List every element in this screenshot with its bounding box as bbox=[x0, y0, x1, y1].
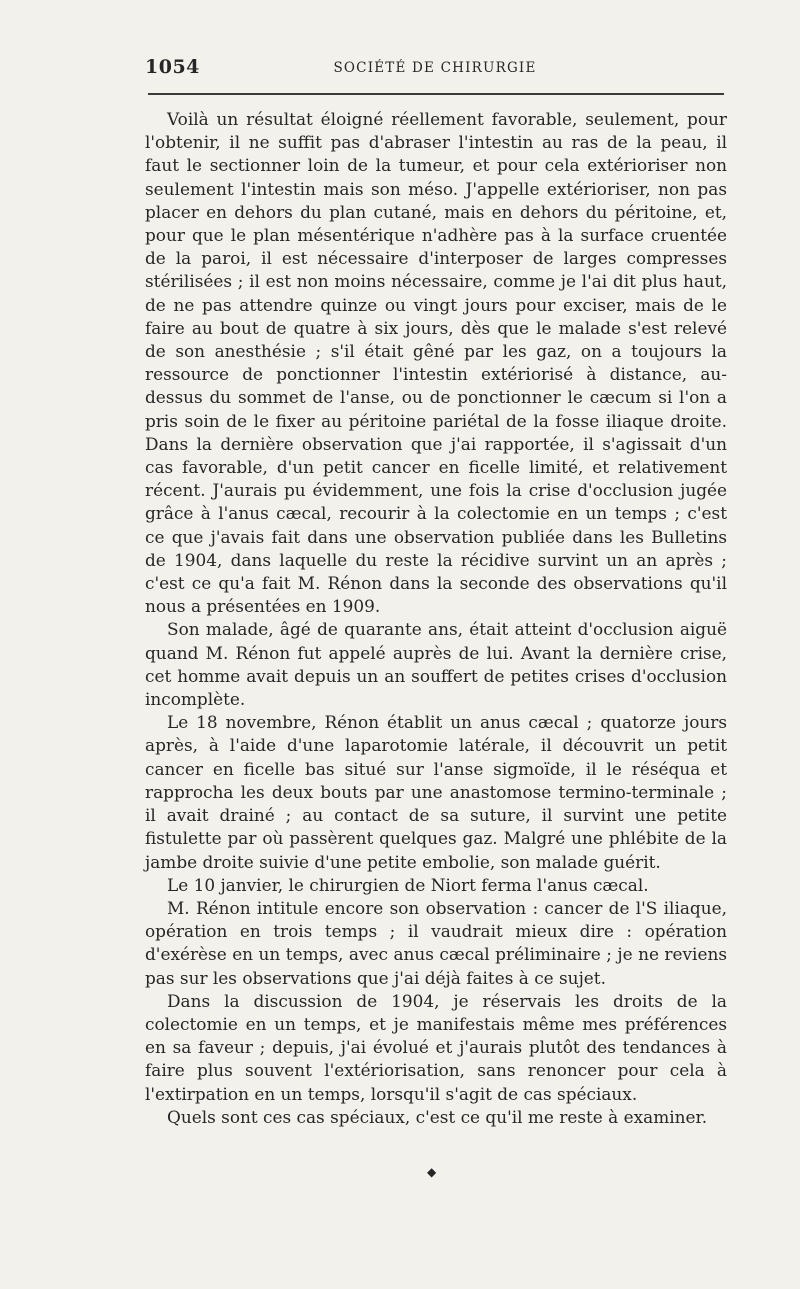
ornament-icon: ◆ bbox=[427, 1165, 437, 1179]
paragraph: Le 18 novembre, Rénon établit un anus cæcal ; quatorze jours après, à l'aide d'une laparotomie latérale, il découvrit un petit cancer en ficelle bas situé sur l'anse sigmoïde, il le réséqua et rapprocha les deux bouts par une anastomose termino-terminale ; il avait drainé ; au contact de sa suture, il survint une petite fistulette par où passèrent quelques gaz. Malgré une phlébite de la jambe droite suivie d'une petite embolie, son malade guérit. bbox=[145, 712, 727, 872]
body-text bbox=[145, 108, 727, 1129]
running-title: SOCIÉTÉ DE CHIRURGIE bbox=[333, 60, 537, 76]
page-header bbox=[145, 56, 725, 82]
paragraph: M. Rénon intitule encore son observation : cancer de l'S iliaque, opération en trois temps ; il vaudrait mieux dire : opération d'exérèse en un temps, avec anus cæcal préliminaire ; je ne reviens pas sur les observations que j'ai déjà faites à ce sujet. bbox=[145, 897, 727, 988]
page-number: 1054 bbox=[145, 56, 200, 78]
paragraph: Son malade, âgé de quarante ans, était atteint d'occlusion aiguë quand M. Rénon fut appelé auprès de lui. Avant la dernière crise, cet homme avait depuis un an souffert de petites crises d'occlusion incomplète. bbox=[145, 619, 727, 710]
paragraph: Voilà un résultat éloigné réellement favorable, seulement, pour l'obtenir, il ne suffit pas d'abraser l'intestin au ras de la peau, il faut le sectionner loin de la tumeur, et pour cela extérioriser non seulement l'intestin mais son méso. J'appelle extérioriser, non pas placer en dehors du plan cutané, mais en dehors du péritoine, et, pour que le plan mésentérique n'adhère pas à la surface cruentée de la paroi, il est nécessaire d'interposer de larges compresses stérilisées ; il est non moins nécessaire, comme je l'ai dit plus haut, de ne pas attendre quinze ou vingt jours pour exciser, mais de le faire au bout de quatre à six jours, dès que le malade s'est relevé de son anesthésie ; s'il était gêné par les gaz, on a toujours la ressource de ponctionner l'intestin extériorisé à distance, au-dessus du sommet de l'anse, ou de ponctionner le cæcum si l'on a pris soin de le fixer au péritoine pariétal de la fosse iliaque droite. Dans la dernière observation que j'ai rapportée, il s'agissait d'un cas favorable, d'un petit cancer en ficelle limité, et relativement récent. J'aurais pu évidemment, une fois la crise d'occlusion jugée grâce à l'anus cæcal, recourir à la colectomie en un temps ; c'est ce que j'avais fait dans une observation publiée dans les Bulletins de 1904, dans laquelle du reste la récidive survint un an après ; c'est ce qu'a fait M. Rénon dans la seconde des observations qu'il nous a présentées en 1909. bbox=[145, 109, 727, 617]
header-rule bbox=[148, 93, 724, 95]
paragraph: Le 10 janvier, le chirurgien de Niort ferma l'anus cæcal. bbox=[167, 874, 649, 895]
paragraph: Dans la discussion de 1904, je réservais les droits de la colectomie en un temps, et je manifestais même mes préférences en sa faveur ; depuis, j'ai évolué et j'aurais plutôt des tendances à faire plus souvent l'extériorisation, sans renoncer pour cela à l'extirpation en un temps, lorsqu'il s'agit de cas spéciaux. bbox=[145, 990, 727, 1104]
paragraph: Quels sont ces cas spéciaux, c'est ce qu'il me reste à examiner. bbox=[167, 1106, 708, 1127]
